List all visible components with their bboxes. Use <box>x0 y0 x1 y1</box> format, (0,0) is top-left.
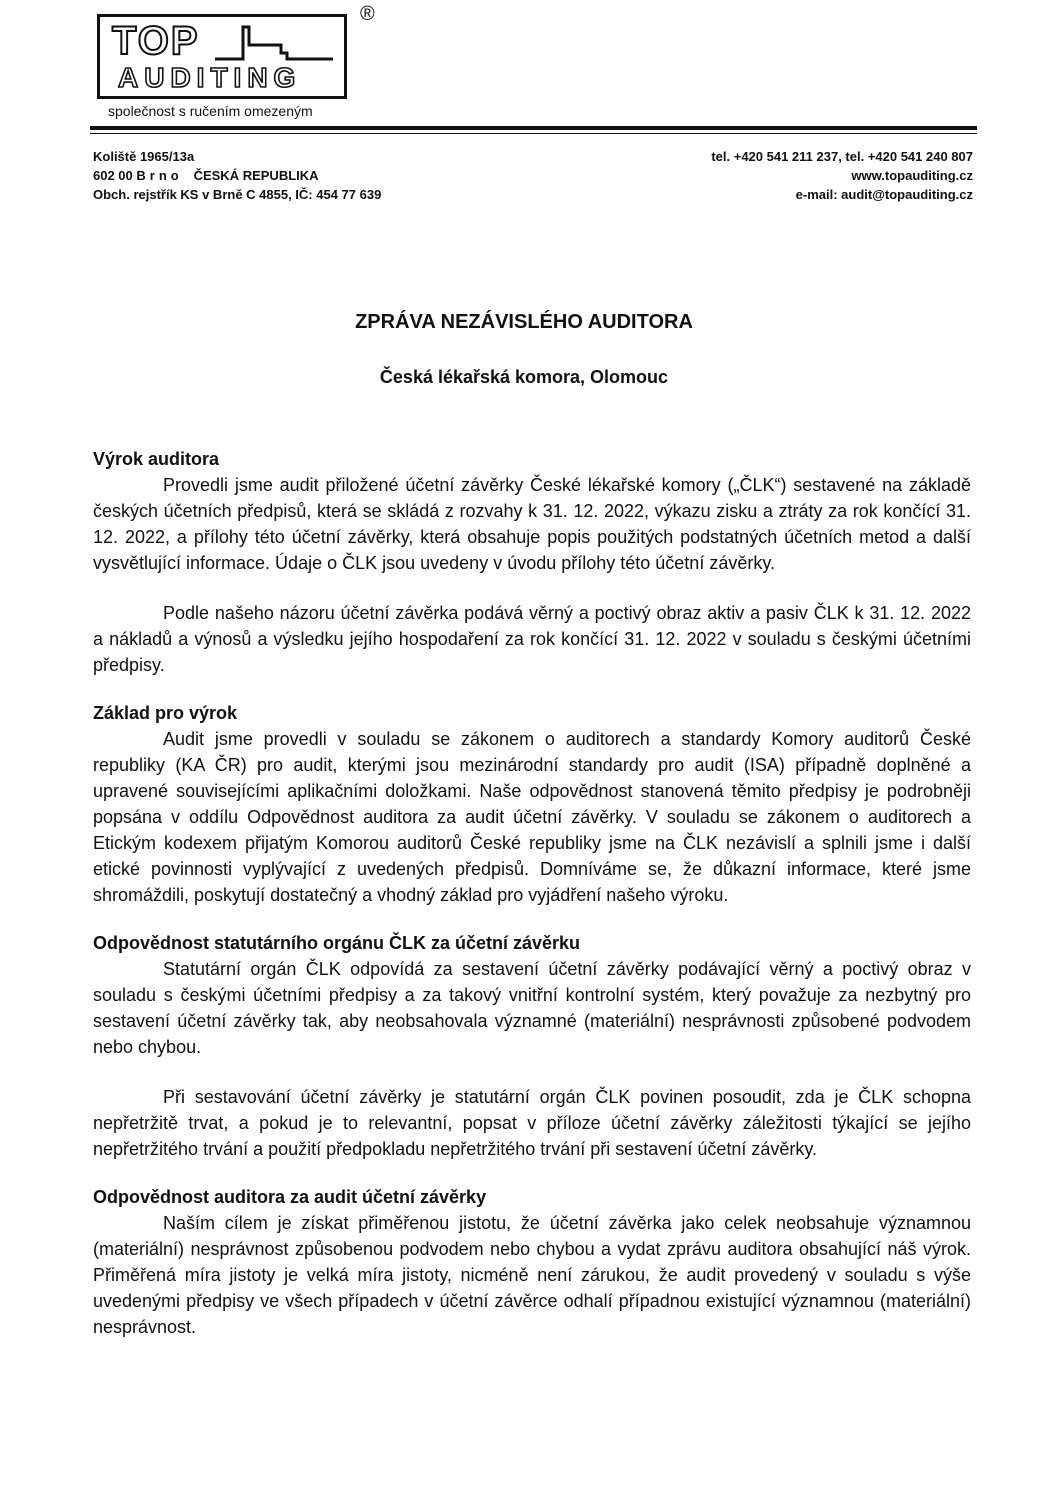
contact-email[interactable]: e-mail: audit@topauditing.cz <box>795 187 973 202</box>
logo-graph-icon <box>215 23 340 63</box>
section-paragraph: Audit jsme provedli v souladu se zákonem o auditorech a standardy Komory auditorů České republiky (KA ČR) pro audit, kterými jsou mezinárodní standardy pro audit (ISA) případně doplněné a upravené souvisejícími aplikačními doložkami. Naše odpovědnost stanovená těmito předpisy je podrobněji popsána v oddílu Odpovědnost auditora za audit účetní závěrky. V souladu se zákonem o auditorech a Etickým kodexem přijatým Komorou auditorů České republiky jsme na ČLK nezávislí a splnili jsme i další etické povinnosti vyplývající z uvedených předpisů. Domníváme se, že důkazní informace, které jsme shromáždili, poskytují dostatečný a vhodný základ pro vyjádření našeho výroku. <box>93 729 971 905</box>
header-rule-thick <box>90 126 977 130</box>
section-paragraph: Provedli jsme audit přiložené účetní závěrky České lékařské komory („ČLK“) sestavené na základě českých účetních předpisů, která se skládá z rozvahy k 31. 12. 2022, výkazu zisku a ztráty za rok končící 31. 12. 2022, a přílohy této účetní závěrky, která obsahuje popis použitých podstatných účetních metod a další vysvětlující informace. Údaje o ČLK jsou uvedeny v úvodu přílohy této účetní závěrky. <box>93 475 971 573</box>
contact-phones: tel. +420 541 211 237, tel. +420 541 240 807 <box>711 149 973 164</box>
contact-web[interactable]: www.topauditing.cz <box>851 168 973 183</box>
section-paragraph: Naším cílem je získat přiměřenou jistotu, že účetní závěrka jako celek neobsahuje významnou (materiální) nesprávnost způsobenou podvodem nebo chybou a vydat zprávu auditora obsahující náš výrok. Přiměřená míra jistoty je velká míra jistoty, nicméně není zárukou, že audit provedený v souladu s výše uvedenými předpisy ve všech případech v účetní závěrce odhalí případnou existující významnou (materiální) nesprávnost. <box>93 1213 971 1337</box>
contact-block <box>711 147 973 204</box>
address-zip: 602 00 <box>93 168 133 183</box>
section-paragraph: Podle našeho názoru účetní závěrka podává věrný a poctivý obraz aktiv a pasiv ČLK k 31. 12. 2022 a nákladů a výnosů a výsledku jejího hospodaření za rok končící 31. 12. 2022 v souladu s českými účetními předpisy. <box>93 603 971 675</box>
section-heading: Odpovědnost statutárního orgánu ČLK za účetní závěrku <box>93 933 581 953</box>
report-body <box>93 446 971 1340</box>
address-city: Brno <box>136 168 183 183</box>
company-logo <box>97 14 347 99</box>
header-rule-thin <box>90 133 977 134</box>
registered-mark: ® <box>360 3 375 25</box>
logo-bottom-text: AUDITING <box>118 62 302 93</box>
address-street: Koliště 1965/13a <box>93 149 195 164</box>
section-heading: Odpovědnost auditora za audit účetní závěrky <box>93 1187 487 1207</box>
address-registry: Obch. rejstřík KS v Brně C 4855, IČ: 454 77 639 <box>93 187 382 202</box>
address-block <box>93 147 381 204</box>
section-paragraph: Při sestavování účetní závěrky je statutární orgán ČLK povinen posoudit, zda je ČLK schopna nepřetržitě trvat, a pokud je to relevantní, popsat v příloze účetní závěrky záležitosti týkající se jejího nepřetržitého trvání a použití předpokladu nepřetržitého trvání při sestavení účetní závěrky. <box>93 1087 971 1159</box>
company-form: společnost s ručením omezeným <box>108 103 313 119</box>
address-city-line <box>93 166 381 185</box>
report-client: Česká lékařská komora, Olomouc <box>379 367 669 387</box>
section-paragraph: Statutární orgán ČLK odpovídá za sestavení účetní závěrky podávající věrný a poctivý obraz v souladu s českými účetními předpisy a za takový vnitřní kontrolní systém, který považuje za nezbytný pro sestavení účetní závěrky tak, aby neobsahovala významné (materiální) nesprávnosti způsobené podvodem nebo chybou. <box>93 959 971 1057</box>
logo-top-text: TOP <box>112 19 200 63</box>
section-heading: Základ pro výrok <box>93 703 238 723</box>
report-title: ZPRÁVA NEZÁVISLÉHO AUDITORA <box>355 311 693 333</box>
address-country: ČESKÁ REPUBLIKA <box>193 168 319 183</box>
section-heading: Výrok auditora <box>93 449 220 469</box>
